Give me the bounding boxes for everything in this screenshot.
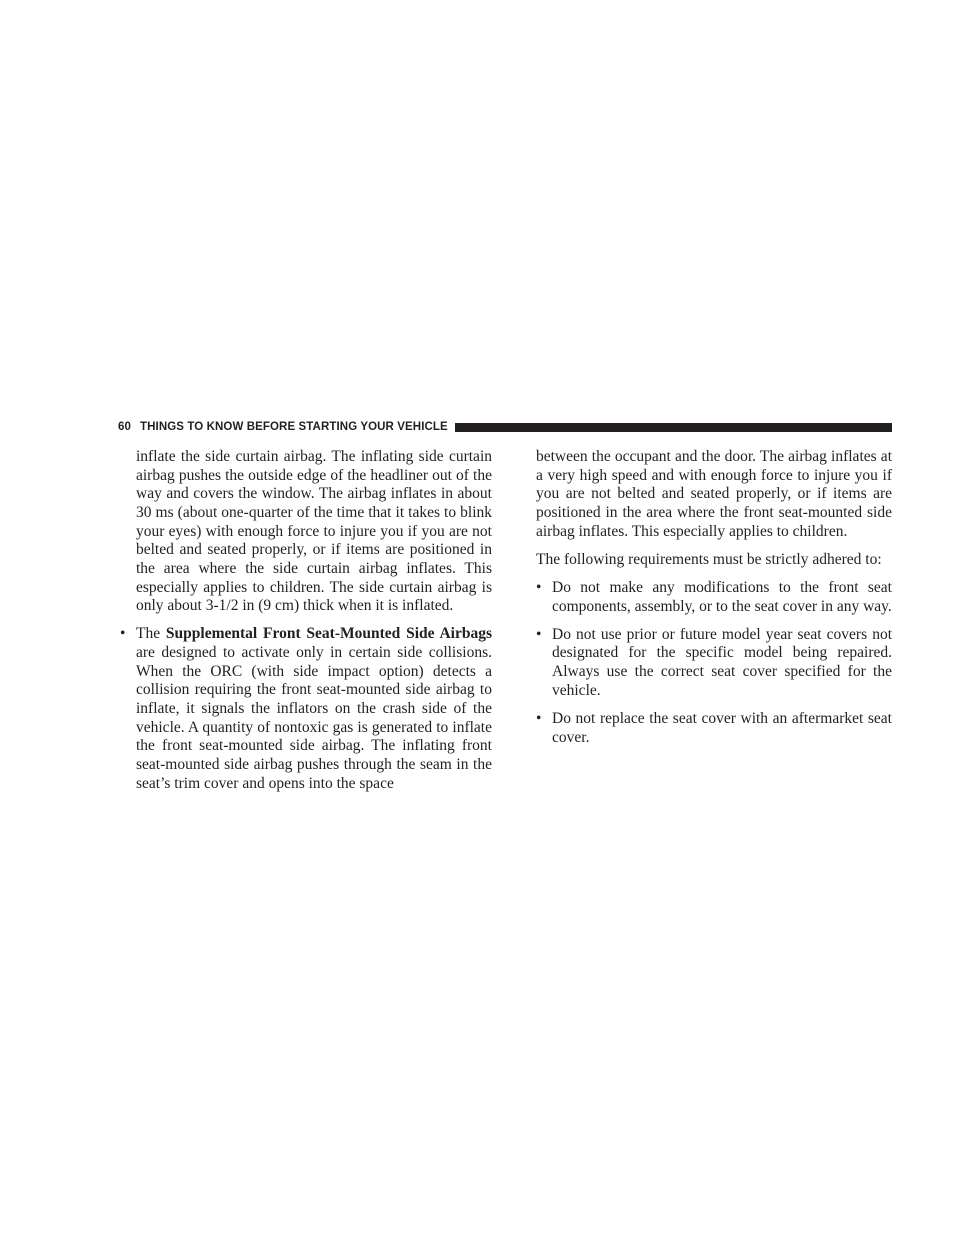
bullet-item-front-seat-airbags (120, 625, 492, 793)
right-paragraph-continued: between the occupant and the door. The airbag inflates at a very high speed and with enough force to injure you if you are not belted and seated properly, or if items are positioned in the area where the front seat-mounted side airbag inflates. This especially applies to children. (536, 448, 892, 540)
left-paragraph-continued: inflate the side curtain airbag. The inflating side curtain airbag pushes the outside edge of the headliner out of the way and covers the window. The airbag inflates in about 30 ms (about one-quarter of the time that it takes to blink your eyes) with enough force to injure you if you are not belted and seated properly, or if items are positioned in the area where the side curtain airbag inflates. This especially applies to children. The side curtain airbag is only about 3-1/2 in (9 cm) thick when it is inflated. (136, 448, 492, 615)
bullet-icon: • (120, 625, 126, 643)
header-rule (455, 423, 892, 432)
section-title: THINGS TO KNOW BEFORE STARTING YOUR VEHICLE (140, 421, 448, 433)
page-header (118, 420, 892, 434)
bullet-icon: • (536, 578, 542, 596)
requirement-text: Do not make any modifications to the front seat components, assembly, or to the seat cover in any way. (552, 578, 892, 615)
requirement-item (536, 710, 892, 747)
bullet-icon: • (536, 625, 542, 643)
right-column (520, 448, 892, 757)
bullet-prefix: The (136, 625, 166, 643)
requirement-item (536, 579, 892, 616)
left-column (120, 448, 492, 803)
requirements-intro: The following requirements must be strictly adhered to: (536, 550, 882, 568)
bullet-text: are designed to activate only in certain side collisions. When the ORC (with side impact option) detects a collision requiring the front seat-mounted side airbag to inflate, it signals the inflators on the crash side of the vehicle. A quantity of nontoxic gas is generated to inflate the front seat-mounted side airbag. The inflating front seat-mounted side airbag pushes through the seam in the seat’s trim cover and opens into the space (136, 644, 492, 792)
requirement-text: Do not replace the seat cover with an aftermarket seat cover. (552, 709, 892, 746)
requirement-item (536, 626, 892, 701)
page-number: 60 (118, 421, 131, 433)
bullet-icon: • (536, 709, 542, 727)
requirement-text: Do not use prior or future model year seat covers not designated for the specific model being repaired. Always use the correct seat cover specified for the vehicle. (552, 625, 892, 699)
bullet-bold-term: Supplemental Front Seat-Mounted Side Airbags (165, 625, 492, 643)
